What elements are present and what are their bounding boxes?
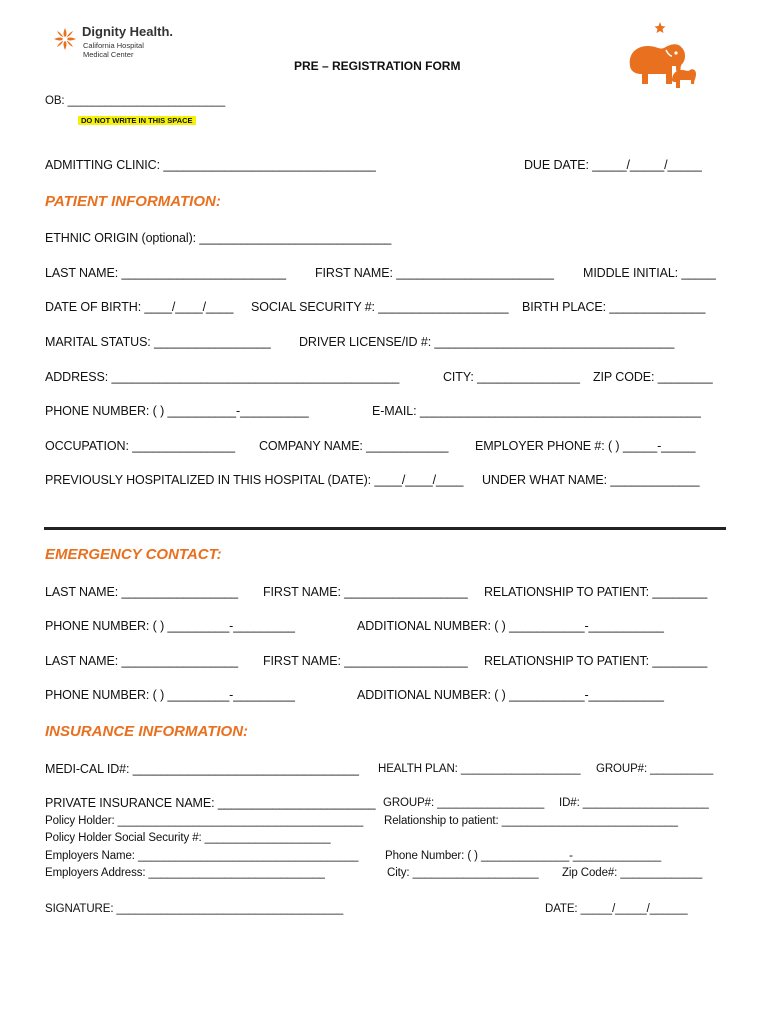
- dignity-star-icon: [52, 26, 78, 52]
- emergency-contact-heading: EMERGENCY CONTACT:: [45, 546, 222, 563]
- employers-city-field[interactable]: City: ____________________: [387, 867, 539, 879]
- employers-address-field[interactable]: Employers Address: ____________________________: [45, 867, 325, 879]
- signature-date-field[interactable]: DATE: _____/_____/______: [545, 903, 688, 915]
- patient-first-name-field[interactable]: FIRST NAME: _______________________: [315, 266, 554, 280]
- emergency-last-name-1[interactable]: LAST NAME: _________________: [45, 585, 238, 599]
- email-field[interactable]: E-MAIL: _________________________________________: [372, 404, 701, 418]
- patient-middle-initial-field[interactable]: MIDDLE INITIAL: _____: [583, 266, 716, 280]
- employer-phone-field[interactable]: EMPLOYER PHONE #: ( ) _____-_____: [475, 439, 696, 453]
- private-insurance-name-field[interactable]: PRIVATE INSURANCE NAME: _______________________: [45, 796, 376, 810]
- employers-zip-field[interactable]: Zip Code#: _____________: [562, 867, 703, 879]
- elephant-logo-icon: [620, 20, 700, 92]
- driver-license-field[interactable]: DRIVER LICENSE/ID #: ___________________________________: [299, 335, 675, 349]
- marital-status-field[interactable]: MARITAL STATUS: _________________: [45, 335, 271, 349]
- ethnic-origin-field[interactable]: ETHNIC ORIGIN (optional): ____________________________: [45, 231, 392, 245]
- employers-name-field[interactable]: Employers Name: ___________________________________: [45, 850, 359, 862]
- city-field[interactable]: CITY: _______________: [443, 370, 580, 384]
- company-name-field[interactable]: COMPANY NAME: ____________: [259, 439, 449, 453]
- under-what-name-field[interactable]: UNDER WHAT NAME: _____________: [482, 473, 700, 487]
- date-of-birth-field[interactable]: DATE OF BIRTH: ____/____/____: [45, 300, 234, 314]
- insurance-id-field[interactable]: ID#: ____________________: [559, 797, 709, 809]
- group-number-field-1[interactable]: GROUP#: __________: [596, 763, 714, 775]
- emergency-first-name-1[interactable]: FIRST NAME: __________________: [263, 585, 468, 599]
- logo-subtitle-2: Medical Center: [83, 50, 134, 59]
- section-divider: [44, 527, 726, 530]
- do-not-write-note: [78, 110, 196, 128]
- relationship-to-patient-field[interactable]: Relationship to patient: ____________________________: [384, 815, 678, 827]
- logo-subtitle-1: California Hospital: [83, 41, 144, 50]
- previously-hospitalized-field[interactable]: PREVIOUSLY HOSPITALIZED IN THIS HOSPITAL (DATE): ____/____/____: [45, 473, 464, 487]
- medi-cal-id-field[interactable]: MEDI-CAL ID#: _________________________________: [45, 762, 359, 776]
- emergency-first-name-2[interactable]: FIRST NAME: __________________: [263, 654, 468, 668]
- do-not-write-label: DO NOT WRITE IN THIS SPACE: [78, 116, 196, 125]
- emergency-relationship-2[interactable]: RELATIONSHIP TO PATIENT: ________: [484, 654, 708, 668]
- emergency-additional-number-2[interactable]: ADDITIONAL NUMBER: ( ) ___________-___________: [357, 688, 664, 702]
- emergency-phone-2[interactable]: PHONE NUMBER: ( ) _________-_________: [45, 688, 295, 702]
- insurance-information-heading: INSURANCE INFORMATION:: [45, 723, 249, 740]
- zip-code-field[interactable]: ZIP CODE: ________: [593, 370, 713, 384]
- health-plan-field[interactable]: HEALTH PLAN: ___________________: [378, 763, 581, 775]
- birth-place-field[interactable]: BIRTH PLACE: ______________: [522, 300, 706, 314]
- signature-field[interactable]: SIGNATURE: ____________________________________: [45, 903, 344, 915]
- emergency-relationship-1[interactable]: RELATIONSHIP TO PATIENT: ________: [484, 585, 708, 599]
- form-title: PRE – REGISTRATION FORM: [294, 59, 461, 73]
- address-field[interactable]: ADDRESS: __________________________________________: [45, 370, 400, 384]
- policy-holder-field[interactable]: Policy Holder: _______________________________________: [45, 815, 364, 827]
- emergency-last-name-2[interactable]: LAST NAME: _________________: [45, 654, 238, 668]
- patient-last-name-field[interactable]: LAST NAME: ________________________: [45, 266, 286, 280]
- ob-field[interactable]: OB: _________________________: [45, 95, 225, 107]
- employers-phone-field[interactable]: Phone Number: ( ) ______________-______________: [385, 850, 662, 862]
- admitting-clinic-field[interactable]: ADMITTING CLINIC: _______________________________: [45, 158, 376, 172]
- due-date-field[interactable]: DUE DATE: _____/_____/_____: [524, 158, 702, 172]
- policy-holder-ssn-field[interactable]: Policy Holder Social Security #: ____________________: [45, 832, 331, 844]
- phone-number-field[interactable]: PHONE NUMBER: ( ) __________-__________: [45, 404, 309, 418]
- dignity-health-logo: [52, 24, 192, 64]
- occupation-field[interactable]: OCCUPATION: _______________: [45, 439, 236, 453]
- logo-name: Dignity Health.: [82, 24, 174, 39]
- emergency-phone-1[interactable]: PHONE NUMBER: ( ) _________-_________: [45, 619, 295, 633]
- patient-information-heading: PATIENT INFORMATION:: [45, 193, 221, 210]
- emergency-additional-number-1[interactable]: ADDITIONAL NUMBER: ( ) ___________-___________: [357, 619, 664, 633]
- group-number-field-2[interactable]: GROUP#: _________________: [383, 797, 545, 809]
- social-security-field[interactable]: SOCIAL SECURITY #: ___________________: [251, 300, 509, 314]
